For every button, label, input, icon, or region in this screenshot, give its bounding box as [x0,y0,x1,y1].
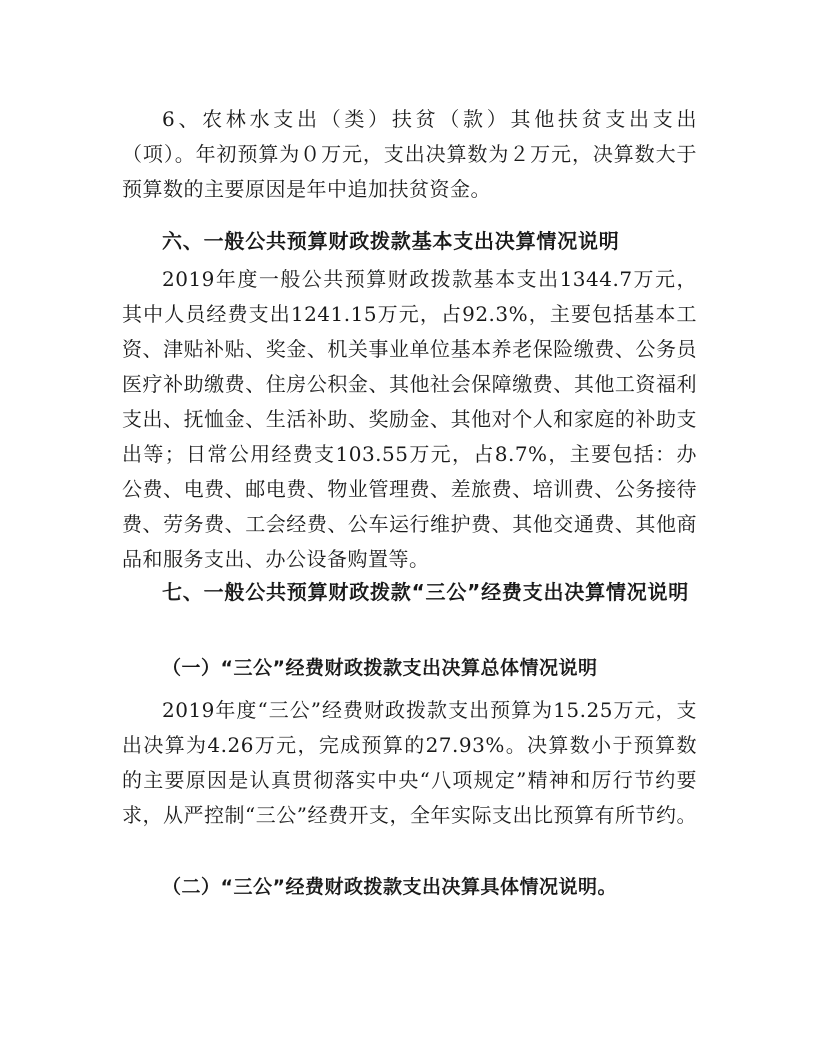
subsection-heading-specific: （二）“三公”经费财政拨款支出决算具体情况说明。 [162,876,617,898]
paragraph-three-public-overall: 2019年度“三公”经费财政拨款支出预算为15.25万元，支出决算为4.26万元，完成预算的27.93%。决算数小于预算数的主要原因是认真贯彻落实中央“八项规定”精神和厉行节约要求，从严控制“三公”经费开支，全年实际支出比预算有所节约。 [122,698,697,827]
paragraph-basic-expenditure: 2019年度一般公共预算财政拨款基本支出1344.7万元，其中人员经费支出1241.15万元，占92.3%，主要包括基本工资、津贴补贴、奖金、机关事业单位基本养老保险缴费、公务员医疗补助缴费、住房公积金、其他社会保障缴费、其他工资福利支出、抚恤金、生活补助、奖励金、其他对个人和家庭的补助支出等；日常公用经费支103.55万元，占8.7%，主要包括：办公费、电费、邮电费、物业管理费、差旅费、培训费、公务接待费、劳务费、工会经费、公车运行维护费、其他交通费、其他商品和服务支出、办公设备购置等。 [122,267,697,571]
section-heading-basic-expenditure: 六、一般公共预算财政拨款基本支出决算情况说明 [162,229,620,253]
section-heading-three-public-expenses: 七、一般公共预算财政拨款“三公”经费支出决算情况说明 [162,580,690,604]
paragraph-poverty-alleviation: 6、农林水支出（类）扶贫（款）其他扶贫支出支出（项）。年初预算为０万元，支出决算数为２万元，决算数大于预算数的主要原因是年中追加扶贫资金。 [122,107,697,201]
subsection-heading-overall: （一）“三公”经费财政拨款支出决算总体情况说明 [162,657,598,679]
